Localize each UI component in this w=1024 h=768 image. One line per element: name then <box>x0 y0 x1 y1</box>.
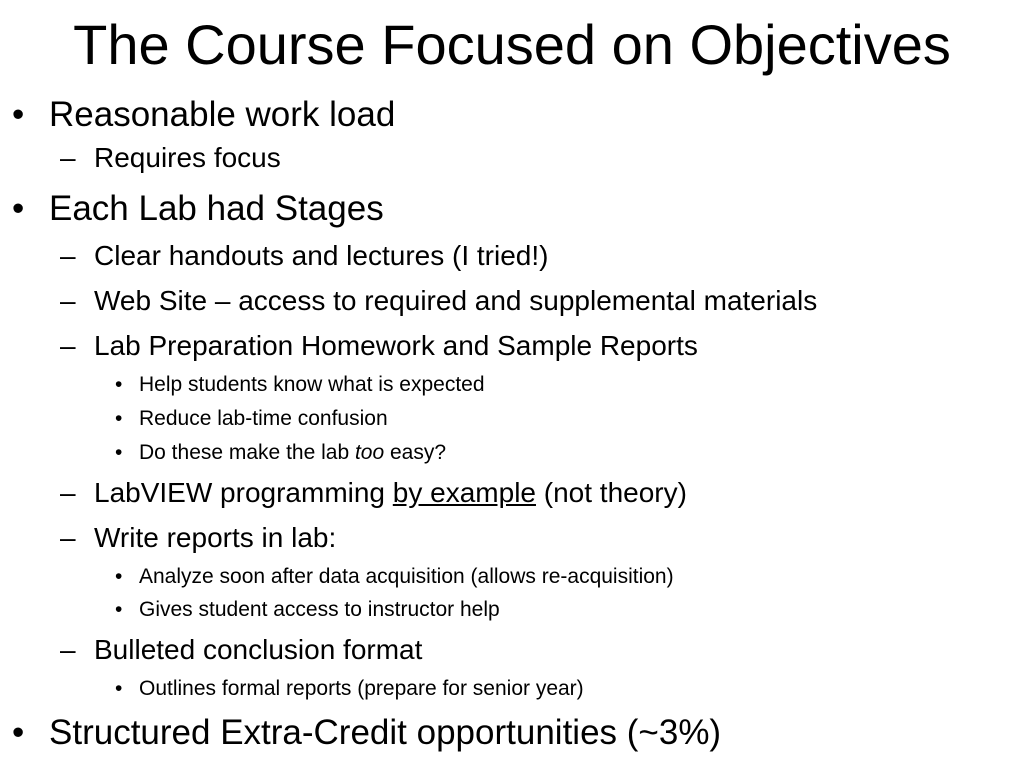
sub-bullet-text: Requires focus <box>94 142 281 173</box>
dash-marker: – <box>60 240 76 271</box>
sub-bullet-text: Bulleted conclusion format <box>94 634 423 665</box>
text-run: Do these make the lab <box>139 441 355 464</box>
slide-title: The Course Focused on Objectives <box>73 13 951 76</box>
sub-sub-bullet-text: Reduce lab-time confusion <box>139 407 388 430</box>
bullet-marker: • <box>115 373 123 396</box>
sub-sub-bullet-text: Gives student access to instructor help <box>139 598 500 621</box>
sub-bullet-text: Web Site – access to required and supplemental materials <box>94 285 818 316</box>
sub-bullet-text: Lab Preparation Homework and Sample Reports <box>94 330 698 361</box>
bullet-marker: • <box>12 189 25 228</box>
sub-bullet-text <box>94 476 687 510</box>
dash-marker: – <box>60 477 76 508</box>
sub-sub-bullet-text: Help students know what is expected <box>139 373 485 396</box>
bullet-marker: • <box>12 95 25 134</box>
sub-bullet-text: Clear handouts and lectures (I tried!) <box>94 240 549 271</box>
bullet-marker: • <box>115 407 123 430</box>
text-run: LabVIEW programming <box>94 477 393 508</box>
dash-marker: – <box>60 522 76 553</box>
emphasized-text: too <box>354 441 385 464</box>
bullet-text: Structured Extra-Credit opportunities (~3%) <box>49 713 722 752</box>
bullet-marker: • <box>115 565 123 588</box>
dash-marker: – <box>60 142 76 173</box>
sub-bullet-text: Write reports in lab: <box>94 522 337 553</box>
dash-marker: – <box>60 285 76 316</box>
bullet-marker: • <box>115 598 123 621</box>
bullet-text: Each Lab had Stages <box>49 189 384 228</box>
bullet-marker: • <box>12 713 25 752</box>
sub-sub-bullet-text: Outlines formal reports (prepare for senior year) <box>139 677 584 700</box>
bullet-marker: • <box>115 441 123 464</box>
underlined-text: by example <box>392 477 536 508</box>
dash-marker: – <box>60 634 76 665</box>
dash-marker: – <box>60 330 76 361</box>
bullet-marker: • <box>115 677 123 700</box>
text-run: (not theory) <box>535 477 687 508</box>
sub-sub-bullet-text <box>139 440 446 466</box>
text-run: easy? <box>384 441 447 464</box>
bullet-text: Reasonable work load <box>49 95 396 134</box>
sub-sub-bullet-text: Analyze soon after data acquisition (allows re-acquisition) <box>139 565 674 588</box>
